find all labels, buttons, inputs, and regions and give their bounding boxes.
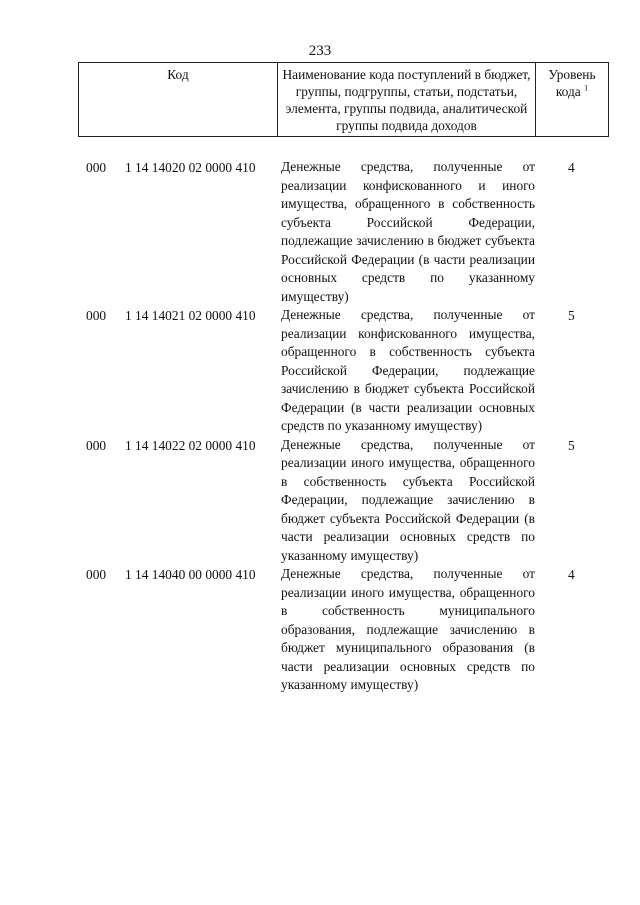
header-level-label: Уровень кода — [548, 67, 596, 99]
row-code: 1 14 14022 02 0000 410 — [125, 437, 256, 453]
row-description: Денежные средства, полученные от реализации иного имущества, обращенного в собственность субъекта Российской Федерации, подлежащие зачислению в бюджет субъекта Российской Федерации (в части реализации основных средств по указанному имуществу) — [281, 436, 535, 563]
table-row — [0, 306, 640, 436]
row-level: 5 — [568, 308, 575, 323]
row-description: Денежные средства, полученные от реализации иного имущества, обращенного в собственность муниципального образования, подлежащие зачислению в бюджет муниципального образования (в части реализации основных средств по указанному имуществу) — [281, 566, 535, 692]
table-row — [0, 158, 640, 306]
row-admin-code: 000 — [86, 160, 107, 175]
row-description: Денежные средства, полученные от реализации конфискованного имущества, обращенного в собственность субъекта Российской Федерации, подлежащие зачислению в бюджет субъекта Российской Федерации (в части реализации основных средств по указанному имуществу) — [281, 307, 535, 433]
table-row — [0, 565, 640, 695]
page-number: 233 — [308, 43, 332, 59]
table-header — [78, 62, 609, 137]
row-admin-code: 000 — [86, 437, 107, 453]
header-level — [536, 63, 608, 136]
table-row — [0, 436, 640, 566]
row-level: 4 — [568, 160, 575, 175]
header-name: Наименование кода поступлений в бюджет, группы, подгруппы, статьи, подстатьи, элемента, группы подвида, аналитической группы подвида доходов — [278, 63, 536, 136]
header-code: Код — [79, 63, 278, 136]
row-level: 4 — [568, 567, 575, 582]
row-description: Денежные средства, полученные от реализации конфискованного и иного имущества, обращенного в собственность субъекта Российской Федерации, подлежащие зачислению в бюджет субъекта Российской Федерации (в части реализации основных средств по указанному имуществу) — [281, 159, 535, 304]
header-level-footnote: 1 — [584, 83, 589, 93]
row-code: 1 14 14020 02 0000 410 — [125, 160, 256, 175]
row-code: 1 14 14021 02 0000 410 — [125, 308, 256, 323]
row-admin-code: 000 — [86, 567, 107, 582]
table-body — [0, 158, 640, 695]
row-admin-code: 000 — [86, 308, 107, 323]
row-level: 5 — [568, 437, 575, 453]
row-code: 1 14 14040 00 0000 410 — [125, 567, 256, 582]
